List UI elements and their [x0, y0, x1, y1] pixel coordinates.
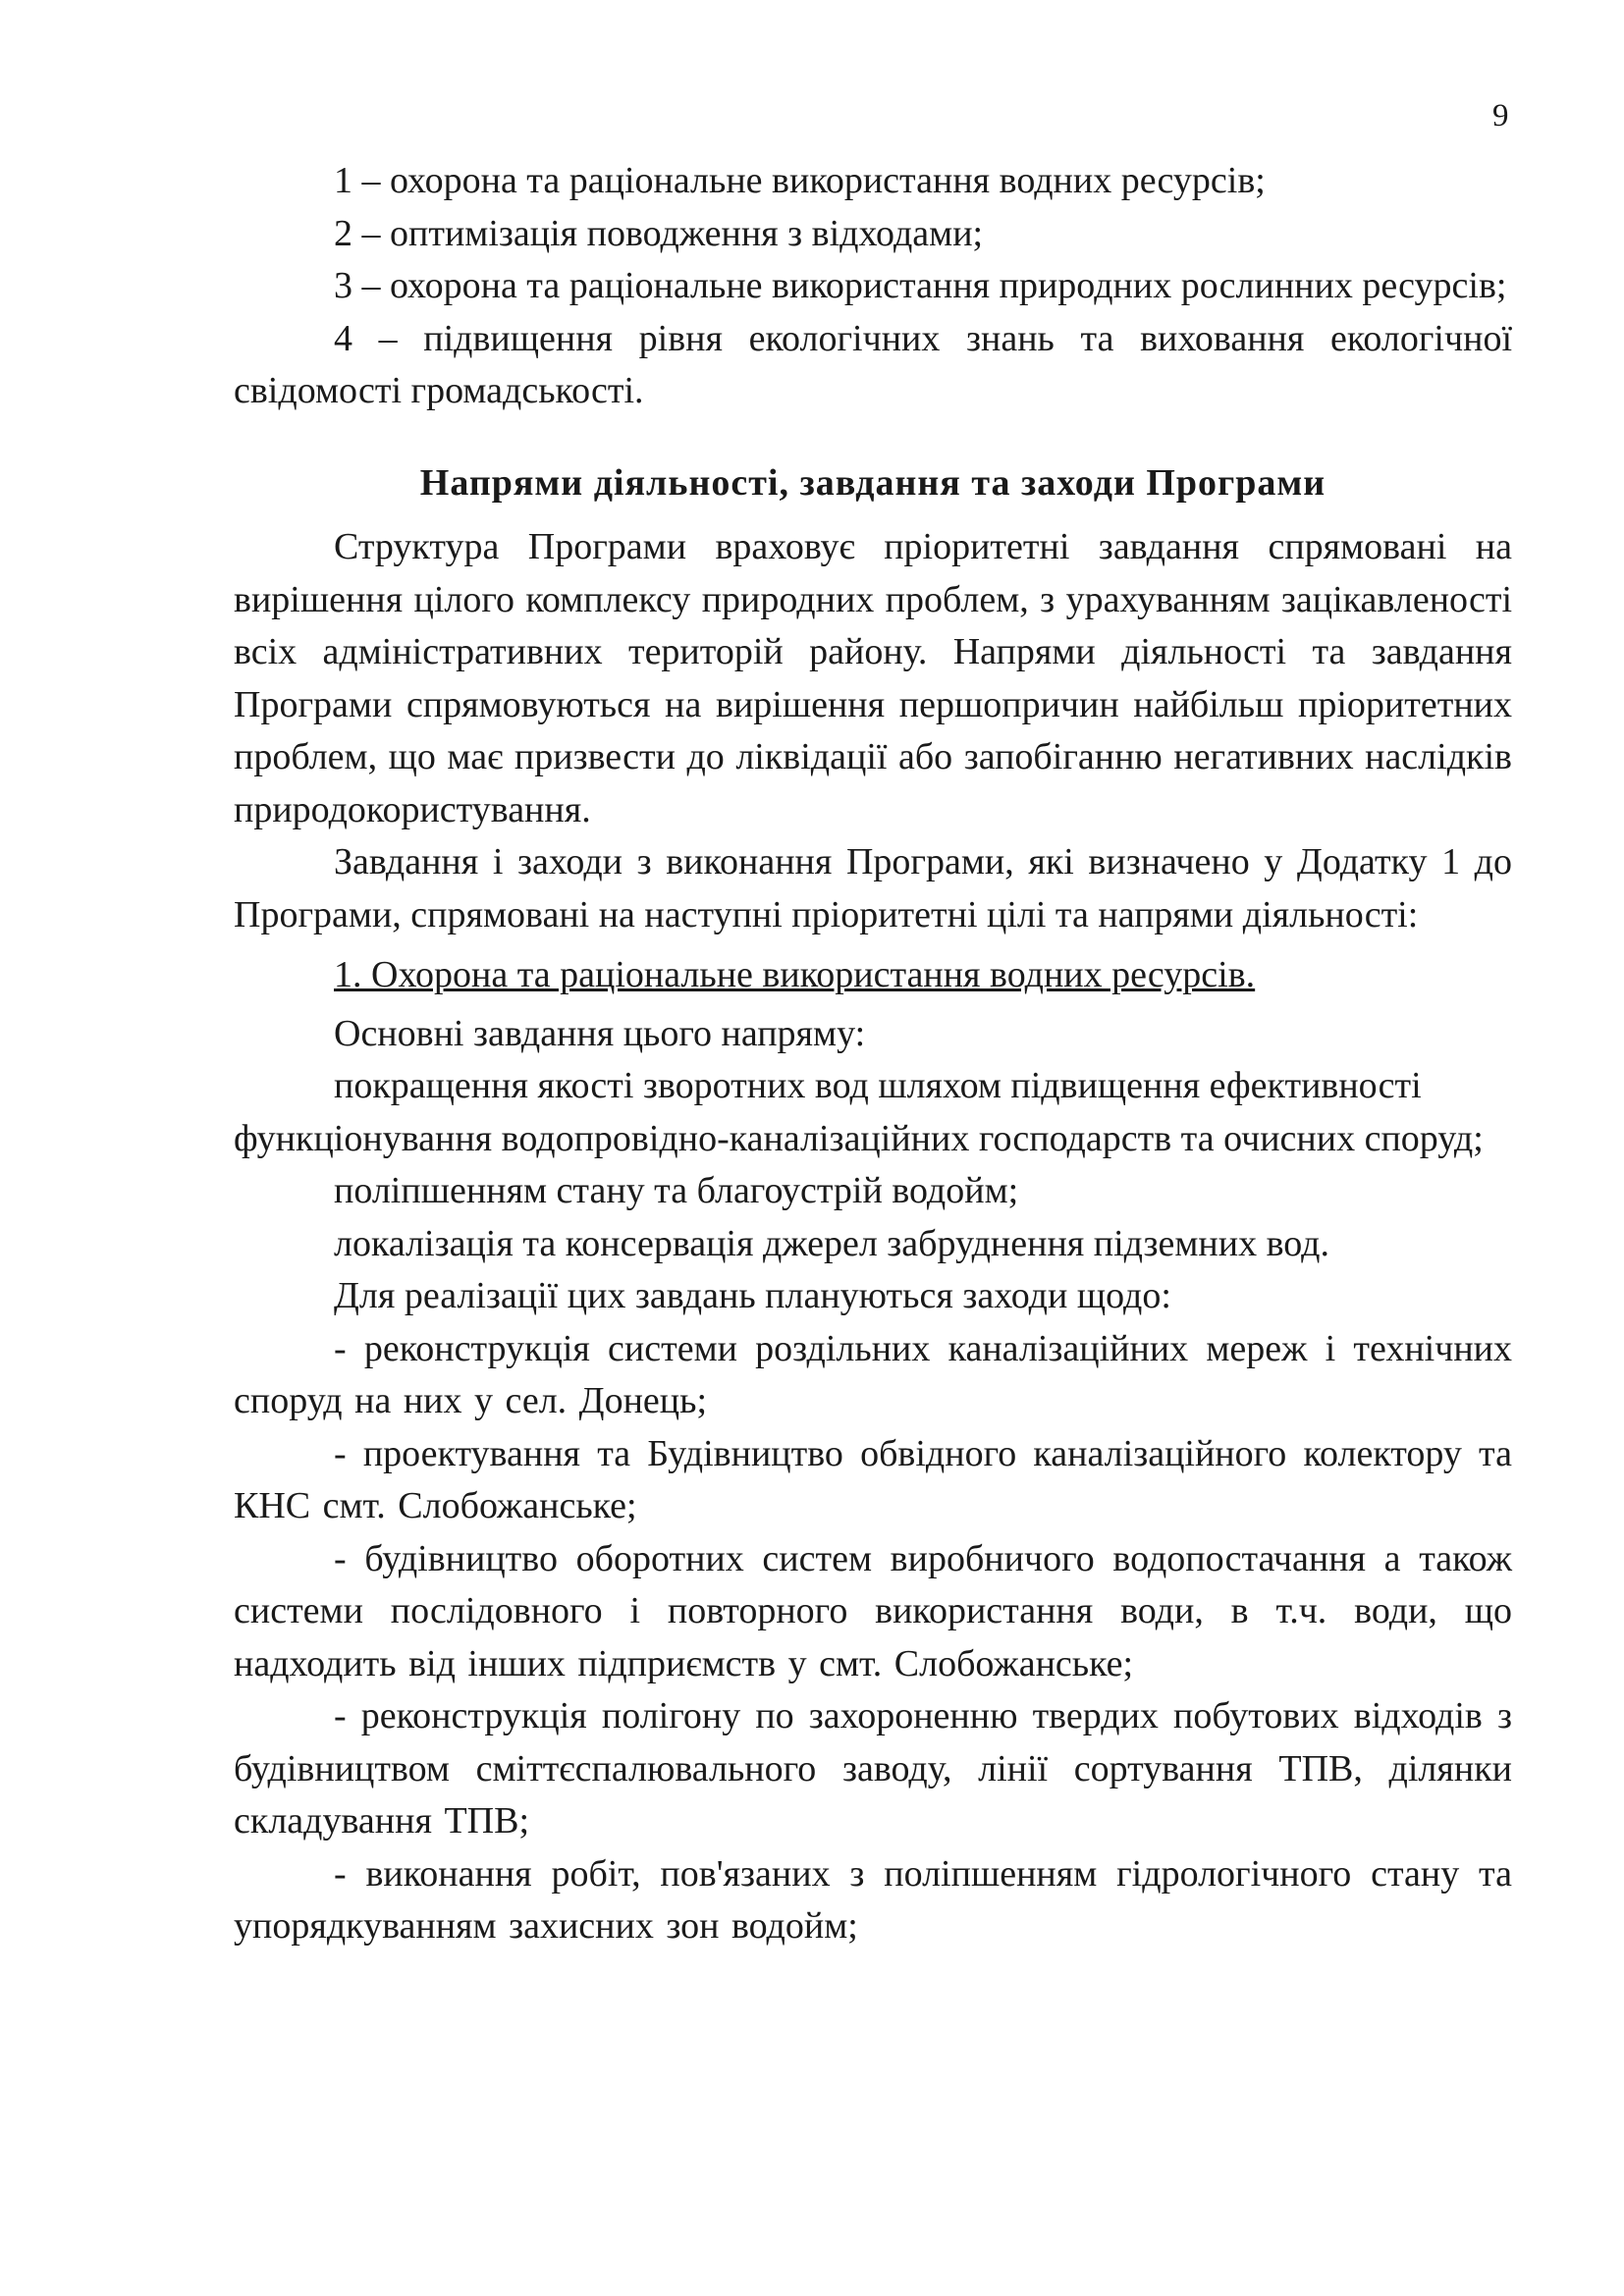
section-paragraph-2: Завдання і заходи з виконання Програми, які визначено у Додатку 1 до Програми, спрямовані на наступні пріоритетні цілі та напрями діяльності: — [234, 841, 1512, 935]
tasks-intro: Основні завдання цього напряму: — [334, 1012, 866, 1054]
measure-item-2: - проектування та Будівництво обвідного каналізаційного колектору та КНС смт. Слобожанське; — [234, 1432, 1512, 1526]
task-item-2: поліпшенням стану та благоустрій водойм; — [334, 1170, 1019, 1211]
intro-item-1: 1 – охорона та раціональне використання водних ресурсів; — [334, 160, 1266, 201]
measures-intro: Для реалізації цих завдань плануються заходи щодо: — [334, 1275, 1171, 1316]
document-body — [234, 155, 1512, 1953]
task-item-1: покращення якості зворотних вод шляхом підвищення ефективності функціонування водопровідно-каналізаційних господарств та очисних споруд; — [234, 1065, 1484, 1159]
intro-item-4: 4 – підвищення рівня екологічних знань та виховання екологічної свідомості громадськості. — [234, 317, 1512, 411]
measure-item-5: - виконання робіт, пов'язаних з поліпшенням гідрологічного стану та упорядкуванням захисних зон водойм; — [234, 1852, 1512, 1947]
measure-item-3: - будівництво оборотних систем виробничого водопостачання а також системи послідовного і повторного використання води, в т.ч. води, що надходить від інших підприємств у смт. Слобожанське; — [234, 1537, 1512, 1684]
measure-item-4: - реконструкція полігону по захороненню твердих побутових відходів з будівництвом сміттєспалювального заводу, лінії сортування ТПВ, ділянки складування ТПВ; — [234, 1695, 1512, 1842]
page-number: 9 — [1492, 98, 1509, 133]
intro-item-3: 3 – охорона та раціональне використання природних рослинних ресурсів; — [334, 265, 1507, 306]
section-paragraph-1: Структура Програми враховує пріоритетні завдання спрямовані на вирішення цілого комплексу природних проблем, з урахуванням зацікавленості всіх адміністративних територій району. Напрями діяльності та завдання Програми спрямовуються на вирішення першопричин найбільш пріоритетних проблем, що має призвести до ліквідації або запобіганню негативних наслідків природокористування. — [234, 526, 1512, 830]
task-item-3: локалізація та консервація джерел забруднення підземних вод. — [334, 1222, 1329, 1264]
subsection-heading: 1. Охорона та раціональне використання водних ресурсів. — [334, 954, 1256, 995]
measure-item-1: - реконструкція системи роздільних каналізаційних мереж і технічних споруд на них у сел. Донець; — [234, 1327, 1512, 1421]
intro-item-2: 2 – оптимізація поводження з відходами; — [334, 212, 984, 254]
section-heading: Напрями діяльності, завдання та заходи Програми — [419, 461, 1326, 504]
